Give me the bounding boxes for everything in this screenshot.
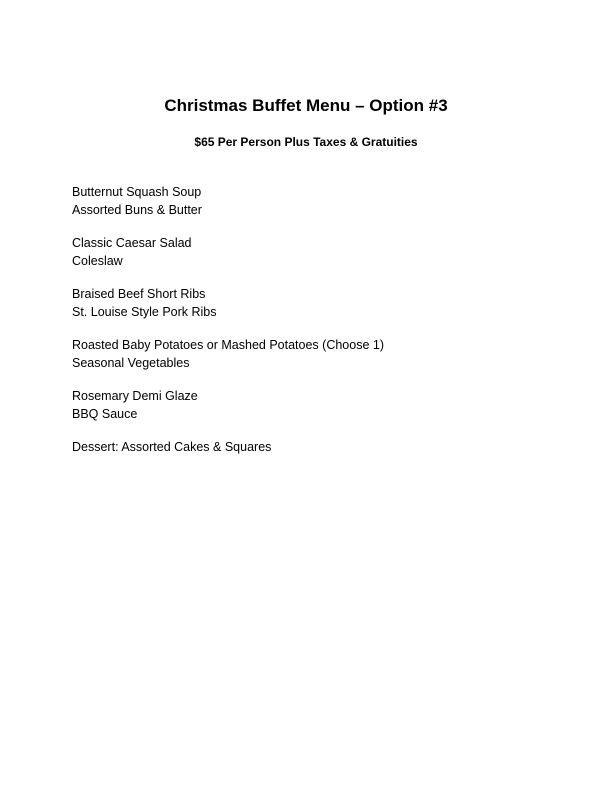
menu-item: St. Louise Style Pork Ribs: [72, 304, 217, 319]
menu-item: BBQ Sauce: [72, 406, 138, 421]
menu-group-soup: [72, 184, 552, 219]
menu-group-dessert: [72, 439, 552, 457]
menu-item: Rosemary Demi Glaze: [72, 389, 198, 403]
menu-item: Coleslaw: [72, 253, 123, 268]
menu-group-sauces: [72, 388, 552, 423]
menu-item: Assorted Buns & Butter: [72, 202, 202, 217]
menu-item: Butternut Squash Soup: [72, 185, 202, 199]
menu-group-mains: [72, 286, 552, 321]
menu-group-salad: [72, 235, 552, 270]
menu-item: Braised Beef Short Ribs: [72, 287, 206, 301]
menu-item: Seasonal Vegetables: [72, 355, 190, 370]
price-line: $65 Per Person Plus Taxes & Gratuities: [194, 135, 418, 149]
menu-item: Classic Caesar Salad: [72, 236, 192, 250]
menu-item: Dessert: Assorted Cakes & Squares: [72, 440, 272, 454]
menu-group-sides: [72, 337, 552, 372]
menu-title: Christmas Buffet Menu – Option #3: [164, 96, 448, 115]
menu-item: Roasted Baby Potatoes or Mashed Potatoes (Choose 1): [72, 338, 384, 352]
menu-list: [72, 184, 552, 473]
